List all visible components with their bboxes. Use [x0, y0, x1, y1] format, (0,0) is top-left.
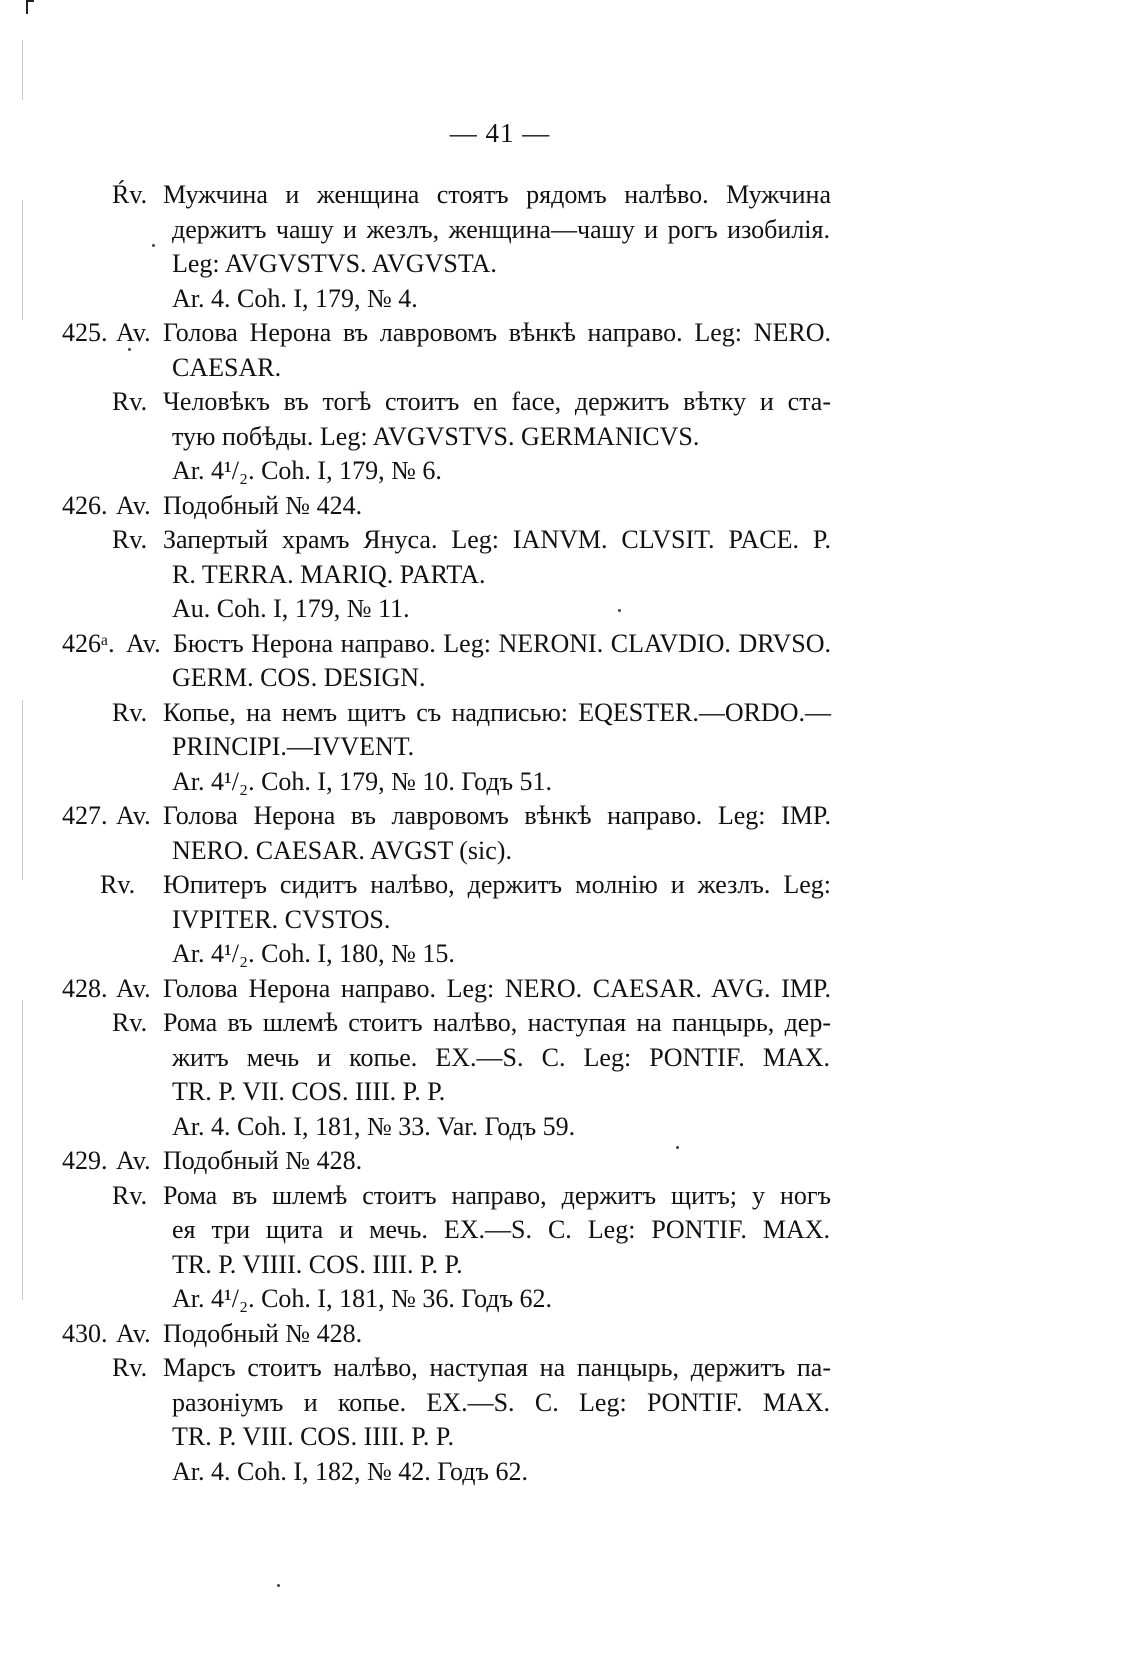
page-number: — 41 —: [449, 118, 551, 148]
entry-text: Ar. 4. Coh. I, 179, № 4.: [172, 283, 418, 313]
catalog-line: [0, 1317, 1140, 1352]
catalog-line: [0, 592, 1140, 627]
catalog-line: [0, 627, 1140, 662]
catalog-line: [0, 868, 1140, 903]
entry-text: Ar. 4. Coh. I, 182, № 42. Годъ 62.: [172, 1456, 528, 1486]
coin-side-label: Ŕv.: [112, 180, 148, 209]
entry-text: IVPITER. CVSTOS.: [172, 904, 391, 934]
catalog-line: [0, 213, 1140, 248]
catalog-line: [0, 316, 1140, 351]
entry-text: Подобный № 424.: [163, 490, 363, 520]
coin-side-label: Rv.: [112, 697, 148, 727]
entry-text: Ar. 4¹/₂. Coh. I, 179, № 10. Годъ 51.: [172, 766, 553, 796]
catalog-line: [0, 661, 1140, 696]
scan-margin-line: [22, 40, 23, 100]
coin-side-label: Av.: [116, 1146, 151, 1175]
entry-text: NERO. CAESAR. AVGST (sic).: [172, 835, 512, 865]
entry-number: 427.: [62, 801, 108, 830]
coin-side-label: Av.: [126, 628, 161, 658]
scan-corner-mark: [26, 0, 28, 14]
catalog-line: [0, 558, 1140, 593]
entry-text: TR. P. VIII. COS. IIII. P. P.: [172, 1422, 454, 1451]
coin-side-label: Rv.: [100, 870, 136, 899]
catalog-line: [0, 282, 1140, 317]
catalog-line: [0, 765, 1140, 800]
catalog-line: [0, 1420, 1140, 1455]
coin-side-label: Av.: [116, 318, 151, 347]
catalog-line: [0, 1282, 1140, 1317]
coin-side-label: Rv.: [112, 1008, 148, 1037]
catalog-line: [0, 1006, 1140, 1041]
entry-text: Копье, на немъ щитъ съ надписью: EQESTER.—ORDO.—: [163, 697, 831, 727]
entry-text: Голова Нерона въ лавровомъ вѣнкѣ направо. Leg: IMP.: [163, 801, 831, 830]
entry-text: PRINCIPI.—IVVENT.: [172, 732, 415, 761]
coin-side-label: Rv.: [112, 525, 148, 554]
catalog-line: [0, 1041, 1140, 1076]
entry-text: Марсъ стоитъ налѣво, наступая на панцырь, держитъ па-: [163, 1353, 831, 1382]
catalog-line: [0, 696, 1140, 731]
entry-number: 425.: [62, 318, 108, 347]
catalog-line: [0, 834, 1140, 869]
entry-text: Подобный № 428.: [163, 1146, 363, 1175]
coin-side-label: Rv.: [112, 1180, 148, 1210]
catalog-line: [0, 1179, 1140, 1214]
catalog-line: [0, 523, 1140, 558]
scan-speck: [277, 1584, 280, 1587]
entry-text: Ar. 4. Coh. I, 181, № 33. Var. Годъ 59.: [172, 1111, 576, 1141]
entry-text: разоніумъ и копье. EX.—S. C. Leg: PONTIF. MAX.: [172, 1387, 830, 1417]
entry-text: CAESAR.: [172, 352, 282, 382]
entry-text: Голова Нерона направо. Leg: NERO. CAESAR. AVG. IMP.: [163, 973, 831, 1003]
catalog-line: [0, 1110, 1140, 1145]
entry-text: Ar. 4¹/₂. Coh. I, 179, № 6.: [172, 456, 442, 485]
entry-text: Рома въ шлемѣ стоитъ налѣво, наступая на панцырь, дер-: [163, 1008, 831, 1037]
catalog-line: [0, 385, 1140, 420]
catalog-body: [0, 178, 1140, 1489]
entry-number: 426ᵃ.: [62, 628, 115, 658]
entry-text: Ar. 4¹/₂. Coh. I, 180, № 15.: [172, 939, 455, 968]
catalog-line: [0, 454, 1140, 489]
entry-text: Мужчина и женщина стоятъ рядомъ налѣво. Мужчина: [163, 180, 831, 209]
entry-text: Leg: AVGVSTVS. AVGVSTA.: [172, 249, 497, 278]
entry-number: 426.: [62, 490, 108, 520]
scan-corner-mark: [26, 0, 34, 2]
coin-side-label: Av.: [116, 973, 151, 1003]
entry-number: 428.: [62, 973, 108, 1003]
entry-text: Юпитеръ сидитъ налѣво, держитъ молнію и жезлъ. Leg:: [163, 870, 831, 899]
catalog-line: [0, 937, 1140, 972]
entry-text: GERM. COS. DESIGN.: [172, 663, 426, 692]
entry-text: житъ мечь и копье. EX.—S. C. Leg: PONTIF. MAX.: [172, 1042, 830, 1072]
entry-text: Человѣкъ въ тогѣ стоитъ en face, держитъ вѣтку и ста-: [163, 387, 831, 416]
catalog-line: [0, 489, 1140, 524]
catalog-line: [0, 1455, 1140, 1490]
entry-number: 430.: [62, 1318, 108, 1348]
entry-text: Голова Нерона въ лавровомъ вѣнкѣ направо. Leg: NERO.: [163, 318, 831, 347]
entry-text: TR. P. VIIII. COS. IIII. P. P.: [172, 1249, 463, 1279]
entry-text: Запертый храмъ Януса. Leg: IANVM. CLVSIT. PACE. P.: [163, 525, 831, 554]
entry-number: 429.: [62, 1146, 108, 1175]
entry-text: Au. Coh. I, 179, № 11.: [172, 594, 410, 623]
catalog-line: [0, 1351, 1140, 1386]
catalog-line: [0, 351, 1140, 386]
entry-text: TR. P. VII. COS. IIII. P. P.: [172, 1077, 446, 1106]
coin-side-label: Av.: [116, 1318, 151, 1348]
coin-side-label: Rv.: [112, 387, 148, 416]
catalog-line: [0, 178, 1140, 213]
coin-side-label: Av.: [116, 801, 151, 830]
catalog-line: [0, 1075, 1140, 1110]
catalog-line: [0, 420, 1140, 455]
catalog-line: [0, 1386, 1140, 1421]
catalog-line: [0, 1213, 1140, 1248]
entry-text: Ar. 4¹/₂. Coh. I, 181, № 36. Годъ 62.: [172, 1284, 553, 1313]
entry-text: держитъ чашу и жезлъ, женщина—чашу и рогъ изобилія.: [172, 214, 830, 244]
catalog-line: [0, 972, 1140, 1007]
catalog-line: [0, 1248, 1140, 1283]
catalog-line: [0, 1144, 1140, 1179]
catalog-line: [0, 903, 1140, 938]
coin-side-label: Av.: [116, 490, 151, 520]
entry-text: тую побѣды. Leg: AVGVSTVS. GERMANICVS.: [172, 421, 700, 451]
entry-text: Рома въ шлемѣ стоитъ направо, держитъ щитъ; у ногъ: [163, 1180, 831, 1210]
catalog-line: [0, 247, 1140, 282]
entry-text: R. TERRA. MARIQ. PARTA.: [172, 559, 486, 589]
catalog-line: [0, 730, 1140, 765]
catalog-line: [0, 799, 1140, 834]
entry-text: ея три щита и мечь. EX.—S. C. Leg: PONTIF. MAX.: [172, 1215, 830, 1244]
entry-text: Бюстъ Нерона направо. Leg: NERONI. CLAVDIO. DRVSO.: [173, 628, 831, 658]
entry-text: Подобный № 428.: [163, 1318, 363, 1348]
coin-side-label: Rv.: [112, 1353, 148, 1382]
